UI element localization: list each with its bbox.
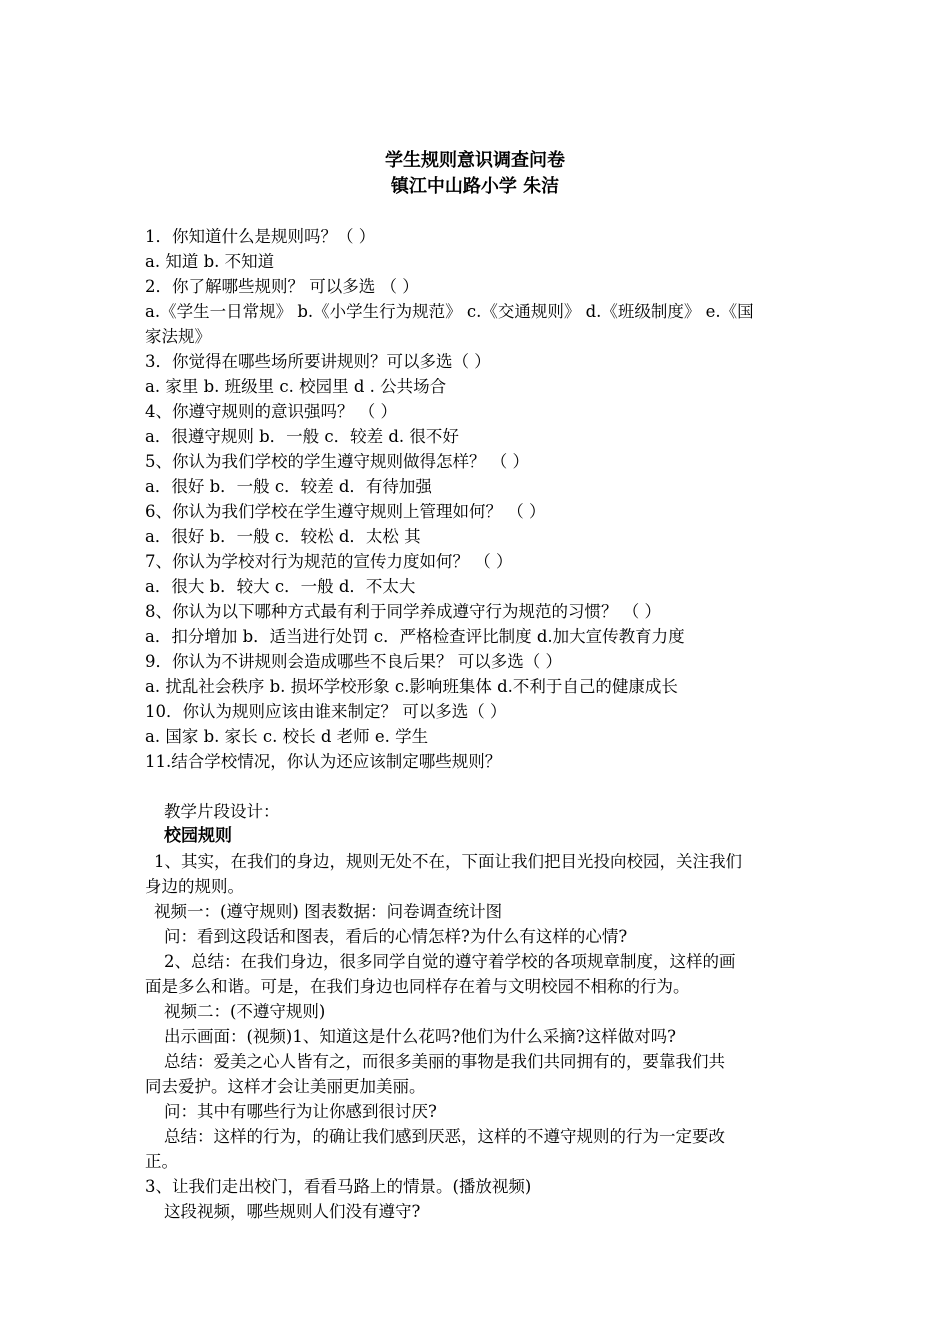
- answer-line: a．很好 b．一般 c．较差 d．有待加强: [145, 477, 432, 496]
- document-title: 学生规则意识调查问卷: [385, 150, 565, 171]
- question-text: 问：其中有哪些行为让你感到很讨厌?: [164, 1102, 437, 1121]
- answer-line: 家法规》: [145, 327, 211, 346]
- question-line: 10．你认为规则应该由谁来制定？ 可以多选（ ）: [145, 702, 507, 721]
- question-text: 这段视频，哪些规则人们没有遵守?: [164, 1202, 421, 1221]
- section-title: 校园规则: [164, 826, 232, 846]
- show-line: 出示画面：(视频)1、知道这是什么花吗?他们为什么采摘?这样做对吗?: [164, 1027, 676, 1046]
- question-line: 11.结合学校情况，你认为还应该制定哪些规则？: [145, 752, 502, 771]
- lesson-heading: 教学片段设计：: [164, 802, 280, 821]
- answer-line: a. 扰乱社会秩序 b. 损坏学校形象 c.影响班集体 d.不利于自己的健康成长: [145, 677, 678, 696]
- question-line: 2．你了解哪些规则？ 可以多选 （ ）: [145, 277, 419, 296]
- paragraph-line: 1、其实，在我们的身边，规则无处不在，下面让我们把目光投向校园，关注我们: [154, 852, 742, 871]
- question-line: 5、你认为我们学校的学生遵守规则做得怎样？ （ ）: [145, 452, 529, 471]
- question-text: 问：看到这段话和图表，看后的心情怎样?为什么有这样的心情?: [164, 927, 628, 946]
- spacer: [145, 774, 815, 799]
- answer-line: a．很大 b．较大 c．一般 d．不太大: [145, 577, 416, 596]
- question-line: 7、你认为学校对行为规范的宣传力度如何？ （ ）: [145, 552, 513, 571]
- document-body: [145, 224, 815, 1224]
- video-one-line: 视频一：(遵守规则) 图表数据：问卷调查统计图: [154, 902, 503, 921]
- answer-line: a. 家里 b. 班级里 c. 校园里 d . 公共场合: [145, 377, 447, 396]
- paragraph-line: 身边的规则。: [145, 877, 244, 896]
- answer-line: a．很遵守规则 b．一般 c．较差 d. 很不好: [145, 427, 459, 446]
- paragraph-line: 正。: [145, 1152, 178, 1171]
- question-line: 8、你认为以下哪种方式最有利于同学养成遵守行为规范的习惯？ （ ）: [145, 602, 661, 621]
- answer-line: a．很好 b．一般 c．较松 d．太松 其: [145, 527, 421, 546]
- question-line: 6、你认为我们学校在学生遵守规则上管理如何？ （ ）: [145, 502, 546, 521]
- paragraph-line: 总结：这样的行为，的确让我们感到厌恶，这样的不遵守规则的行为一定要改: [164, 1127, 725, 1146]
- answer-line: a. 国家 b. 家长 c. 校长 d 老师 e. 学生: [145, 727, 429, 746]
- paragraph-line: 总结：爱美之心人皆有之，而很多美丽的事物是我们共同拥有的，要靠我们共: [164, 1052, 725, 1071]
- paragraph-line: 3、让我们走出校门，看看马路上的情景。(播放视频): [145, 1177, 532, 1196]
- video-two-line: 视频二：(不遵守规则): [164, 1002, 326, 1021]
- document-subtitle: 镇江中山路小学 朱洁: [390, 176, 560, 197]
- paragraph-line: 2、总结：在我们身边，很多同学自觉的遵守着学校的各项规章制度，这样的画: [164, 952, 736, 971]
- question-line: 4、你遵守规则的意识强吗？ （ ）: [145, 402, 397, 421]
- answer-line: a.《学生一日常规》 b.《小学生行为规范》 c.《交通规则》 d.《班级制度》 e.《国: [145, 302, 754, 321]
- paragraph-line: 同去爱护。这样才会让美丽更加美丽。: [145, 1077, 426, 1096]
- paragraph-line: 面是多么和谐。可是，在我们身边也同样存在着与文明校园不相称的行为。: [145, 977, 690, 996]
- question-line: 3．你觉得在哪些场所要讲规则？可以多选（ ）: [145, 352, 491, 371]
- question-line: 9．你认为不讲规则会造成哪些不良后果？ 可以多选（ ）: [145, 652, 562, 671]
- answer-line: a．扣分增加 b．适当进行处罚 c．严格检查评比制度 d.加大宣传教育力度: [145, 627, 685, 646]
- question-line: 1．你知道什么是规则吗？（ ）: [145, 227, 376, 246]
- answer-line: a. 知道 b. 不知道: [145, 252, 275, 271]
